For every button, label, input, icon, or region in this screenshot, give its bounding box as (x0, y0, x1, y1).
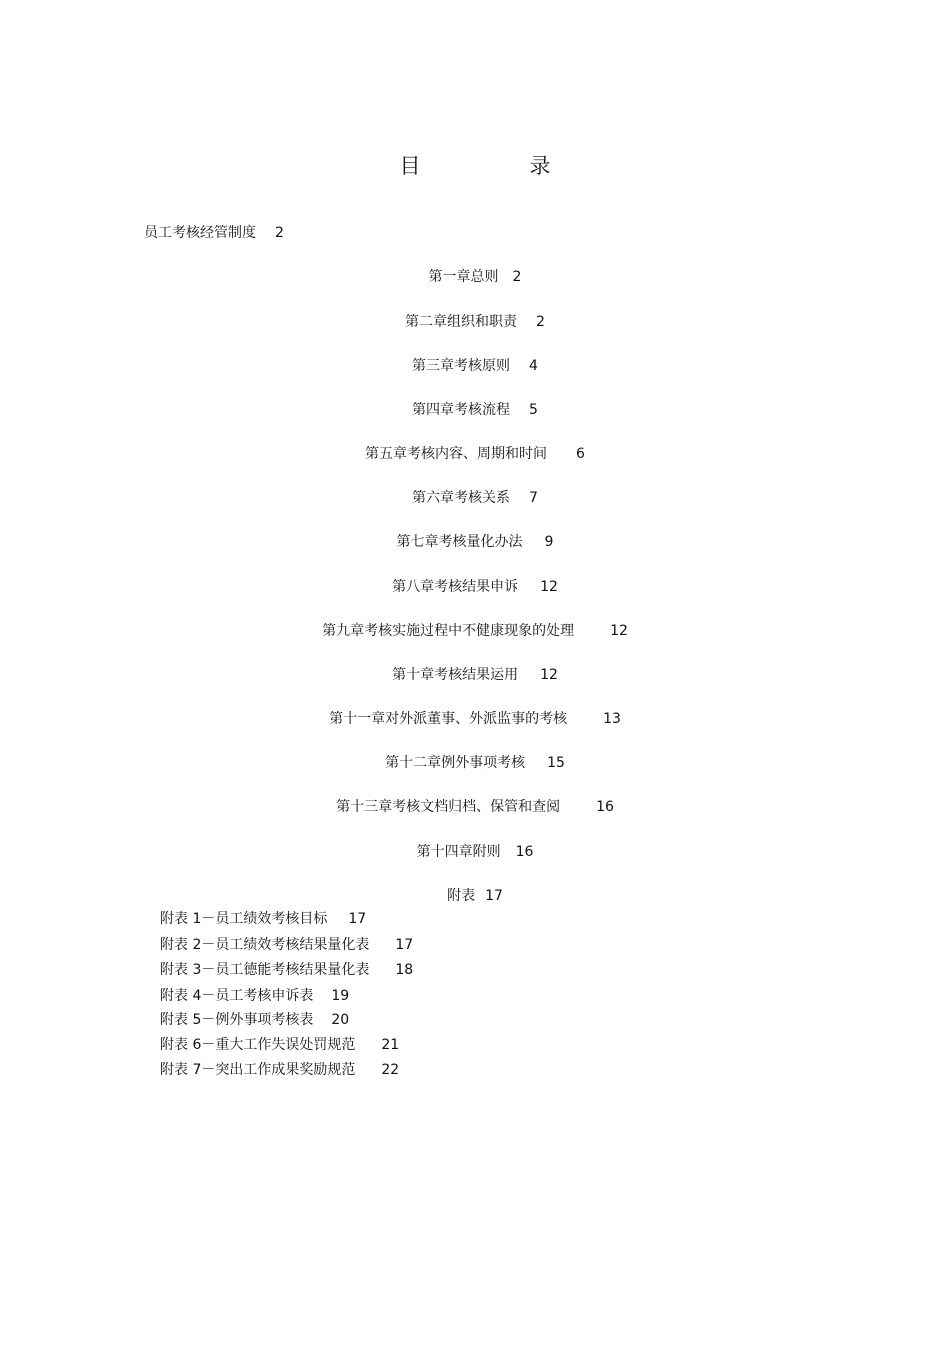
toc-entry-page: 17 (348, 911, 367, 927)
toc-chapter-3[interactable] (0, 355, 950, 375)
toc-chapter-7[interactable] (0, 531, 950, 551)
toc-entry-label: 附表 5－例外事项考核表 (160, 1012, 314, 1028)
toc-entry-page: 2 (536, 314, 545, 330)
toc-entry-page: 9 (544, 534, 554, 550)
toc-entry-label: 第九章考核实施过程中不健康现象的处理 (322, 623, 575, 639)
toc-entry-page: 21 (381, 1037, 400, 1053)
toc-entry-page: 16 (596, 799, 614, 815)
toc-entry-page: 17 (485, 888, 503, 904)
toc-chapter-9[interactable] (0, 620, 950, 640)
toc-entry-label: 附表 (447, 888, 476, 904)
toc-entry-label: 附表 1－员工绩效考核目标 (160, 911, 328, 927)
toc-entry-label: 第五章考核内容、周期和时间 (365, 446, 548, 462)
toc-entry-page: 6 (576, 446, 585, 462)
toc-chapter-12[interactable] (0, 752, 950, 772)
toc-entry-label: 第十三章考核文档归档、保管和查阅 (336, 799, 561, 815)
toc-entry-label: 附表 7－突出工作成果奖励规范 (160, 1062, 356, 1078)
toc-appendix-2[interactable] (160, 934, 413, 954)
toc-entry-label: 员工考核经管制度 (144, 225, 256, 241)
toc-entry-page: 2 (512, 269, 522, 285)
toc-entry-label: 第二章组织和职责 (405, 314, 518, 330)
toc-entry-page: 12 (540, 579, 558, 595)
toc-appendix-1[interactable] (160, 908, 366, 928)
toc-entry-page: 2 (275, 225, 284, 241)
toc-entry-label: 第四章考核流程 (412, 402, 511, 418)
toc-entry-label: 附表 2－员工绩效考核结果量化表 (160, 937, 370, 953)
toc-entry-page: 18 (395, 962, 414, 978)
toc-entry-label: 附表 3－员工德能考核结果量化表 (160, 962, 370, 978)
toc-chapter-1[interactable] (0, 266, 950, 286)
toc-chapter-8[interactable] (0, 576, 950, 596)
toc-appendix-6[interactable] (160, 1034, 399, 1054)
toc-entry-page: 5 (529, 402, 538, 418)
toc-entry-label: 第七章考核量化办法 (396, 534, 523, 550)
toc-entry-label: 第十章考核结果运用 (392, 667, 519, 683)
toc-entry-label: 第八章考核结果申诉 (392, 579, 519, 595)
toc-appendix-3[interactable] (160, 959, 413, 979)
toc-entry-label: 附表 6－重大工作失误处罚规范 (160, 1037, 356, 1053)
toc-entry-page: 17 (395, 937, 414, 953)
toc-chapter-4[interactable] (0, 399, 950, 419)
toc-chapter-10[interactable] (0, 664, 950, 684)
toc-chapter-5[interactable] (0, 443, 950, 463)
toc-chapter-6[interactable] (0, 487, 950, 507)
toc-entry-page: 12 (610, 623, 628, 639)
toc-entry-label: 第三章考核原则 (412, 358, 511, 374)
toc-entry-page: 4 (529, 358, 538, 374)
toc-entry-page: 15 (547, 755, 565, 771)
toc-title: 目 录 (399, 154, 595, 178)
toc-entry-label: 第十二章例外事项考核 (385, 755, 526, 771)
toc-appendix-heading[interactable] (0, 885, 950, 905)
toc-entry-label: 附表 4－员工考核申诉表 (160, 988, 314, 1004)
toc-entry-label: 第一章总则 (428, 269, 499, 285)
toc-entry-top[interactable] (144, 222, 284, 242)
toc-chapter-2[interactable] (0, 311, 950, 331)
toc-appendix-5[interactable] (160, 1009, 349, 1029)
toc-chapter-11[interactable] (0, 708, 950, 728)
toc-entry-page: 20 (331, 1012, 350, 1028)
toc-entry-label: 第六章考核关系 (412, 490, 511, 506)
toc-entry-page: 16 (515, 844, 534, 860)
toc-entry-page: 12 (540, 667, 558, 683)
toc-entry-label: 第十一章对外派董事、外派监事的考核 (329, 711, 568, 727)
toc-entry-page: 13 (603, 711, 621, 727)
toc-appendix-4[interactable] (160, 985, 349, 1005)
toc-appendix-7[interactable] (160, 1059, 399, 1079)
toc-entry-label: 第十四章附则 (416, 844, 501, 860)
toc-chapter-13[interactable] (0, 796, 950, 816)
toc-chapter-14[interactable] (0, 841, 950, 861)
toc-entry-page: 19 (331, 988, 350, 1004)
toc-entry-page: 7 (529, 490, 538, 506)
toc-entry-page: 22 (381, 1062, 400, 1078)
